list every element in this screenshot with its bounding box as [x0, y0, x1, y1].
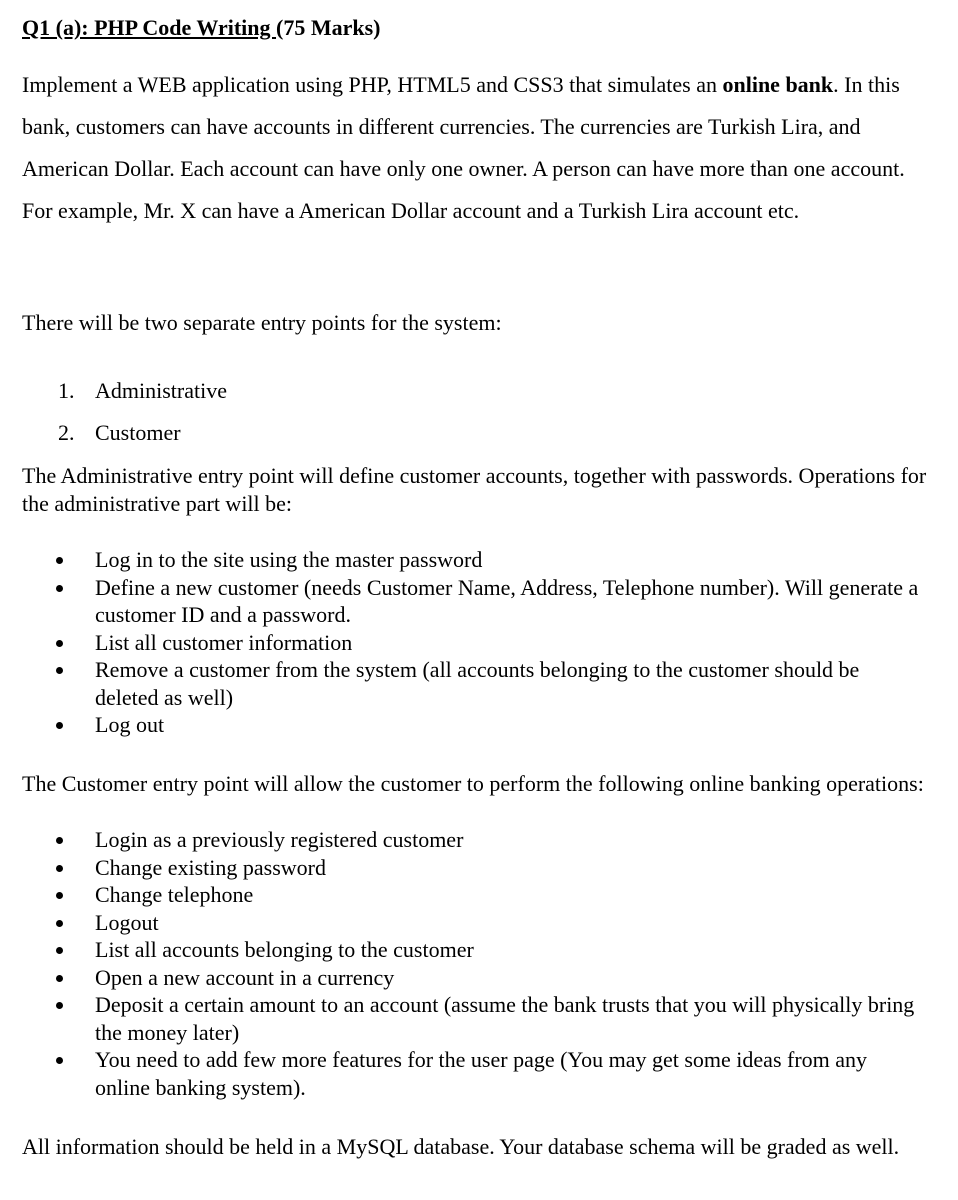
intro-paragraph [22, 64, 937, 232]
bullet-icon [56, 1057, 63, 1064]
intro-text-start: Implement a WEB application using PHP, HTML5 and CSS3 that simulates an [22, 72, 723, 97]
customer-operation [22, 991, 922, 1046]
bullet-icon [56, 585, 63, 592]
admin-operation-text: Log in to the site using the master password [95, 547, 483, 572]
customer-operation-text: Logout [95, 909, 159, 935]
entry-point-label: Administrative [95, 378, 227, 403]
entry-point-number: 1. [58, 378, 75, 403]
bullet-icon [56, 1002, 63, 1009]
admin-operation-text: Define a new customer (needs Customer Name, Address, Telephone number). Will generate a customer ID and a password. [95, 574, 919, 627]
admin-operation-text: List all customer information [95, 629, 353, 655]
footer-note: All information should be held in a MySQL database. Your database schema will be graded as well. [22, 1134, 900, 1159]
entry-point-label: Customer [95, 420, 181, 445]
admin-description: The Administrative entry point will define customer accounts, together with passwords. Operations for the administrative part will be: [22, 463, 927, 516]
bullet-icon [56, 892, 63, 899]
customer-operation-text: Open a new account in a currency [95, 964, 395, 990]
bullet-icon [56, 975, 63, 982]
admin-operation [22, 629, 922, 657]
customer-operation [22, 1046, 922, 1101]
customer-description: The Customer entry point will allow the customer to perform the following online banking operations: [22, 771, 924, 796]
admin-operation-text: Remove a customer from the system (all accounts belonging to the customer should be deleted as well) [95, 657, 860, 710]
bullet-icon [56, 640, 63, 647]
customer-operation-text: Deposit a certain amount to an account (assume the bank trusts that you will physically bring the money later) [95, 992, 915, 1045]
customer-operation-text: Change telephone [95, 882, 254, 907]
bullet-icon [56, 947, 63, 954]
intro-bold-online-bank: online bank [722, 72, 834, 97]
admin-operation [22, 574, 922, 629]
admin-operation [22, 711, 922, 739]
customer-operation [22, 936, 922, 964]
bullet-icon [56, 920, 63, 927]
customer-operation [22, 881, 922, 909]
admin-operation-text: Log out [95, 712, 165, 737]
customer-operation-text: List all accounts belonging to the customer [95, 937, 474, 962]
entry-point-item [22, 376, 227, 418]
question-heading [22, 14, 381, 42]
admin-operation [22, 656, 922, 711]
question-title: Q1 (a): PHP Code Writing [22, 15, 277, 40]
bullet-icon [56, 722, 63, 729]
bullet-icon [56, 667, 63, 674]
entry-points-lead: There will be two separate entry points for the system: [22, 310, 502, 335]
customer-operation [22, 964, 922, 992]
bullet-icon [56, 865, 63, 872]
entry-points-list [22, 376, 227, 460]
bullet-icon [56, 557, 63, 564]
entry-point-item [22, 418, 227, 460]
customer-operation [22, 909, 922, 937]
bullet-icon [56, 837, 63, 844]
admin-operations-list [22, 546, 922, 739]
customer-operation-text: You need to add few more features for the user page (You may get some ideas from any online banking system). [95, 1047, 868, 1100]
question-marks: (75 Marks) [276, 15, 381, 40]
customer-operations-list [22, 826, 922, 1101]
customer-operation [22, 854, 922, 882]
entry-point-number: 2. [58, 420, 75, 445]
admin-operation [22, 546, 922, 574]
customer-operation [22, 826, 922, 854]
customer-operation-text: Login as a previously registered customer [95, 827, 464, 852]
intro-text-end: . In this bank, customers can have accounts in different currencies. The currencies are Turkish Lira, and American Dollar. Each account can have only one owner. A person can have more than one account. For example, Mr. X can have a American Dollar account and a Turkish Lira account etc. [22, 72, 905, 223]
customer-operation-text: Change existing password [95, 854, 326, 880]
